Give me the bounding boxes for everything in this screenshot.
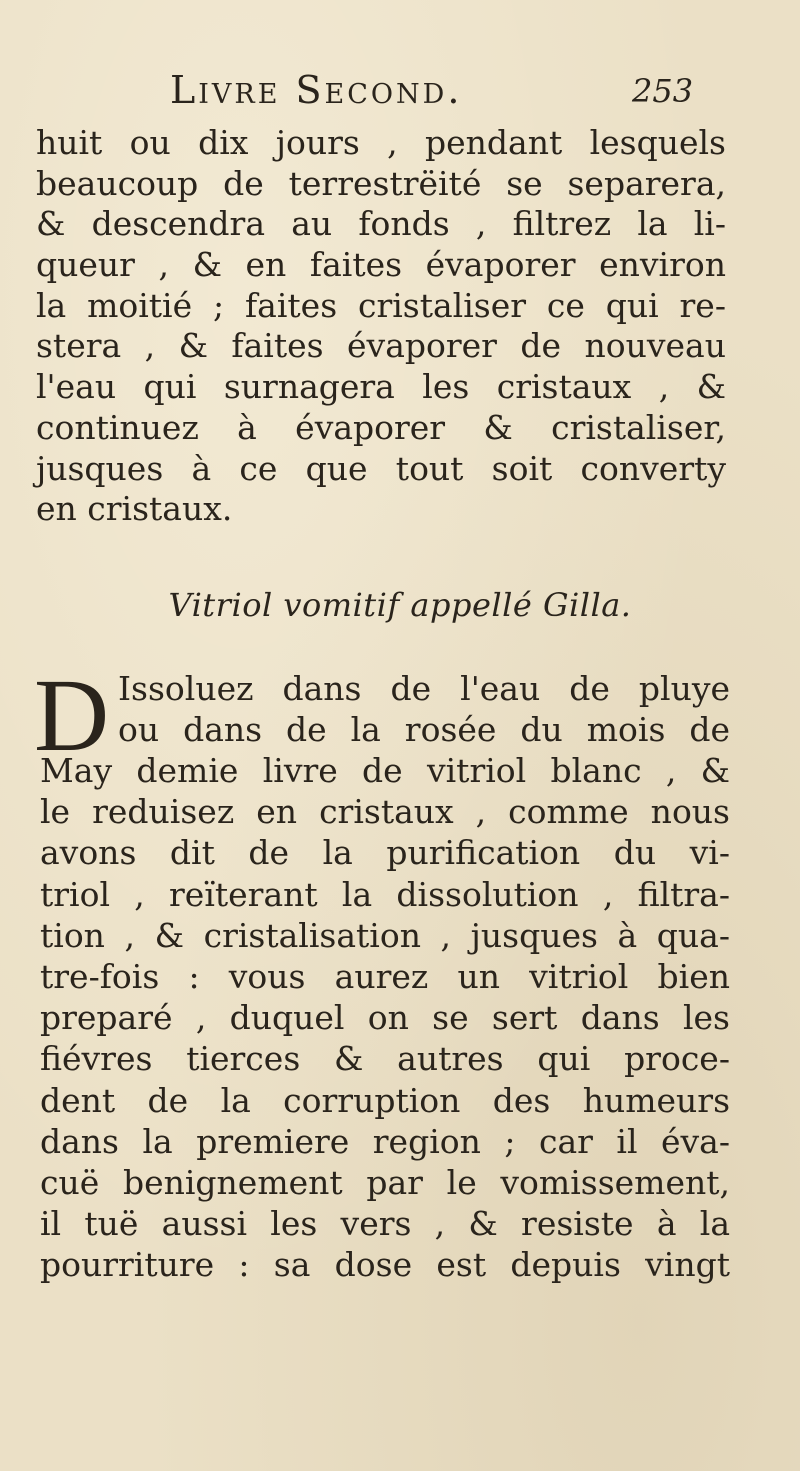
text-line: dans la premiere region ; car il éva- [40,1121,730,1161]
text-line: en cristaux. [36,489,233,529]
running-title: Livre Second. [170,68,463,112]
text-line: huit ou dix jours , pendant lesquels [36,123,726,162]
paragraph-2-indented [118,668,730,750]
text-line: Issoluez dans de l'eau de pluye [118,669,730,708]
drop-cap: D [34,658,110,773]
text-line: dent de la corruption des humeurs [40,1080,730,1120]
text-line: tion , & cristalisation , jusques à qua- [40,915,730,955]
text-line: ou dans de la rosée du mois de [118,710,730,750]
text-line: jusques à ce que tout soit converty [36,448,726,488]
text-line: pourriture : sa dose est depuis vingt [40,1245,730,1285]
text-line: May demie livre de vitriol blanc , & [40,751,730,790]
text-line: triol , reïterant la dissolution , filtra- [40,874,730,914]
text-line: preparé , duquel on se sert dans les [40,998,730,1038]
text-line: stera , & faites évaporer de nouveau [36,326,726,366]
text-line: beaucoup de terrestrëité se separera, [36,163,726,203]
page-number: 253 [632,72,694,110]
text-line: il tuë aussi les vers , & resiste à la [40,1204,730,1244]
text-line: le reduisez en cristaux , comme nous [40,792,730,832]
text-line: la moitié ; faites cristaliser ce qui re- [36,285,726,325]
paragraph-2 [40,750,730,1285]
page-header [0,68,800,118]
text-line: avons dit de la purification du vi- [40,833,730,873]
paragraph-1 [36,123,726,530]
text-line: l'eau qui surnagera les cristaux , & [36,367,726,407]
text-line: continuez à évaporer & cristaliser, [36,407,726,447]
section-title: Vitriol vomitif appellé Gilla. [168,586,632,624]
text-line: fiévres tierces & autres qui proce- [40,1039,730,1079]
text-line: & descendra au fonds , filtrez la li- [36,204,726,244]
text-line: queur , & en faites évaporer environ [36,245,726,285]
text-line: cuë benignement par le vomissement, [40,1162,730,1202]
text-line: tre-fois : vous aurez un vitriol bien [40,956,730,996]
